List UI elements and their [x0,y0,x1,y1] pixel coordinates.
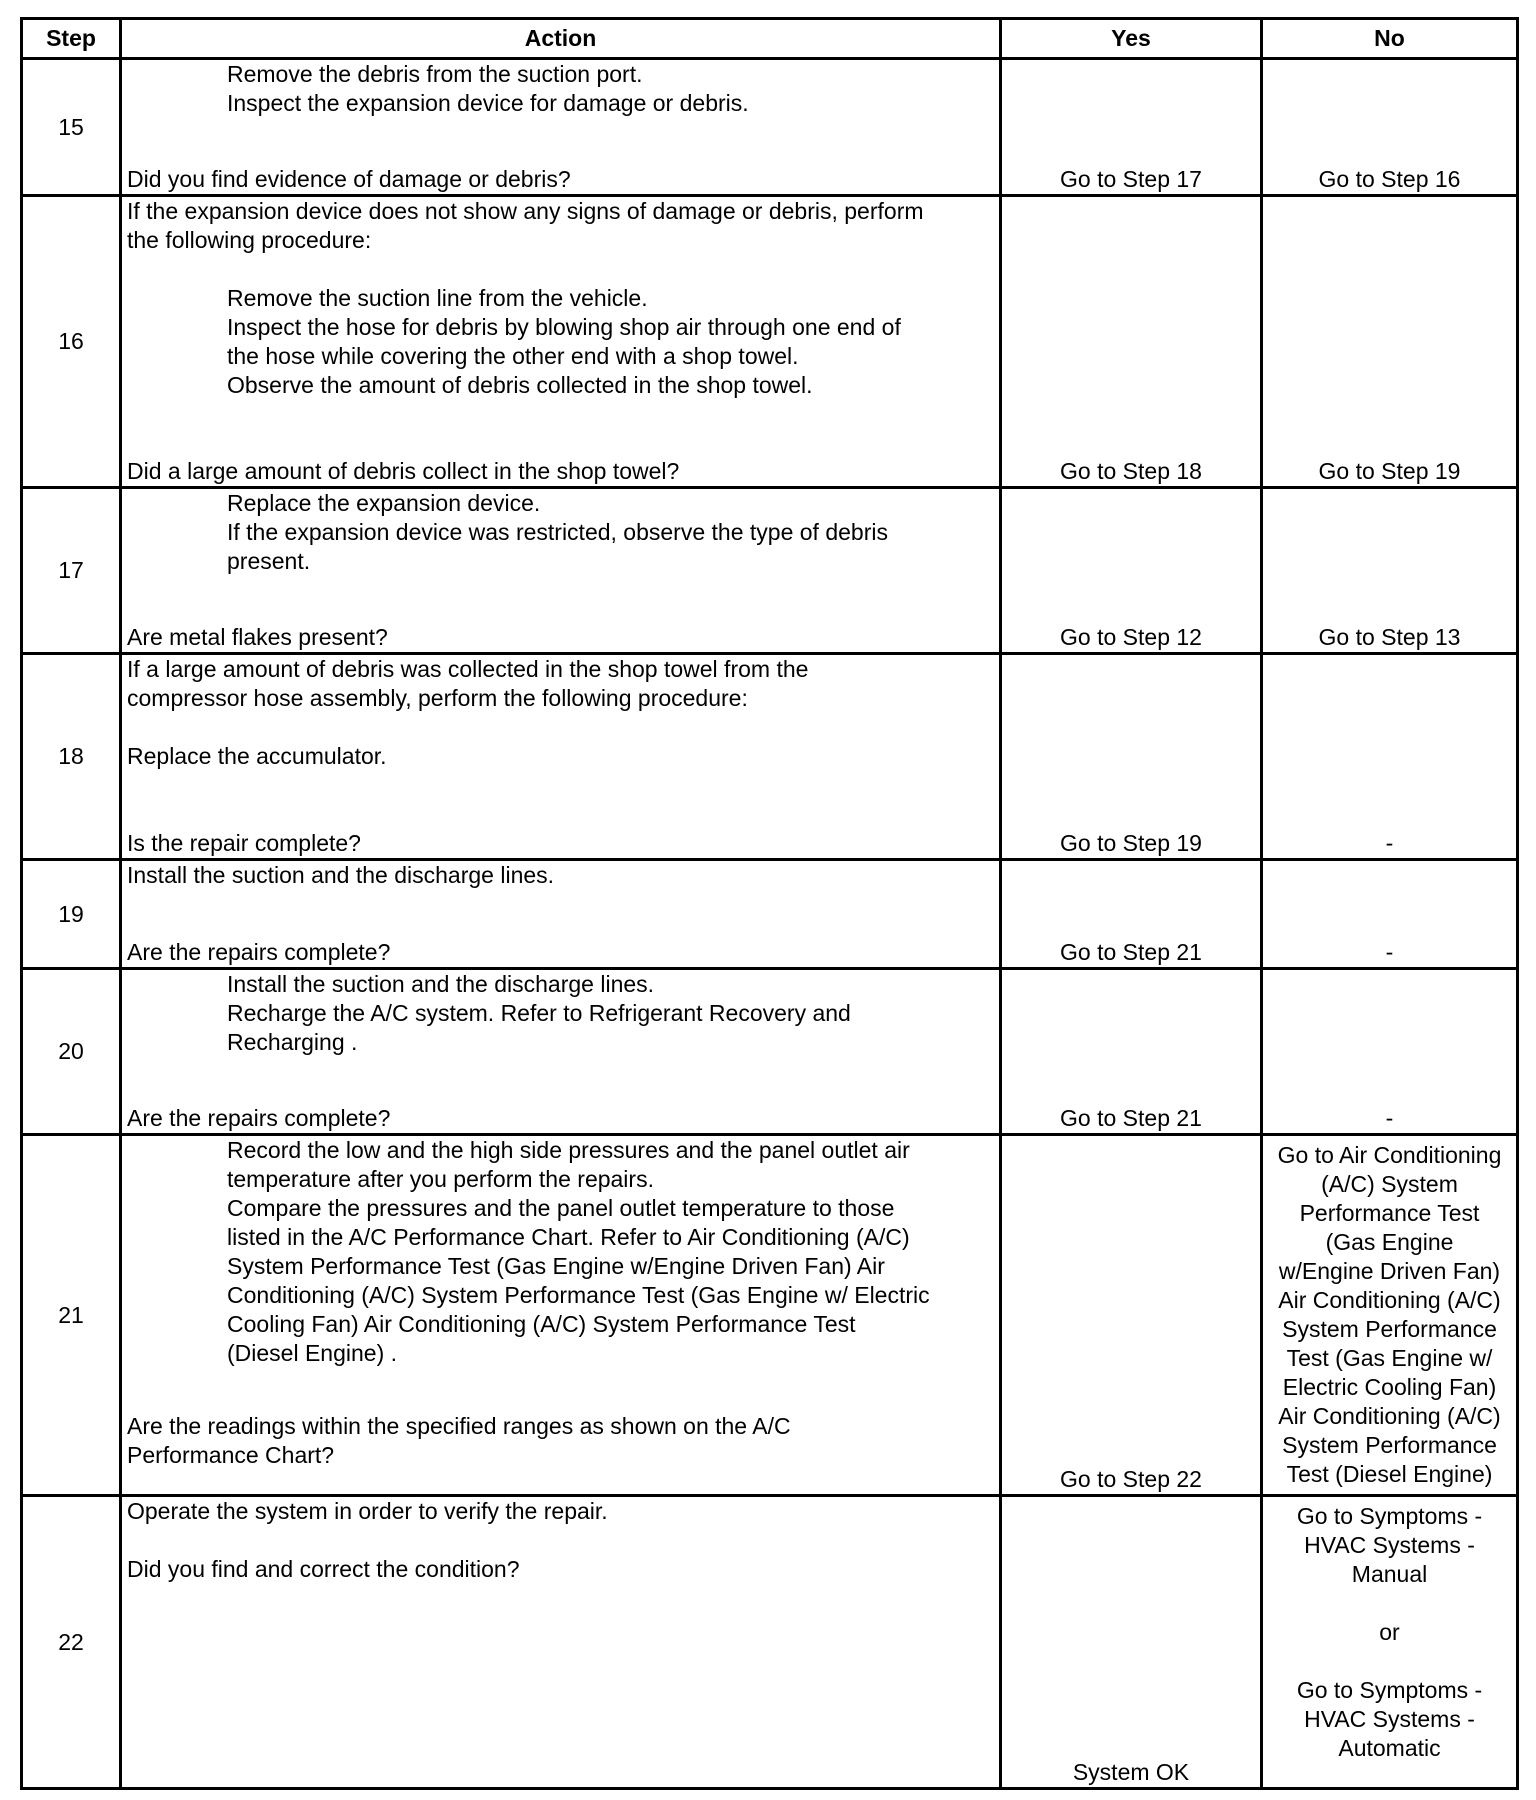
action-line: listed in the A/C Performance Chart. Refer to Air Conditioning (A/C) [227,1224,910,1250]
no-result: Go to Step 16 [1262,59,1518,196]
no-line: Go to Air Conditioning [1277,1142,1502,1168]
action-line: Observe the amount of debris collected in the shop towel. [227,372,813,398]
no-line: Electric Cooling Fan) [1282,1374,1497,1400]
step-row-16 [22,196,1518,488]
action-line: temperature after you perform the repairs. [227,1166,654,1192]
action-cell [121,59,1001,196]
no-line: Test (Diesel Engine) [1286,1461,1493,1487]
no-line: (Gas Engine [1325,1229,1454,1255]
step-row-22 [22,1496,1518,1789]
action-intro: If the expansion device does not show any signs of damage or debris, perform [127,198,924,224]
no-or: or [1379,1619,1400,1645]
no-line: HVAC Systems - [1304,1706,1475,1732]
no-line: System Performance [1282,1316,1497,1342]
yes-result: Go to Step 12 [1001,488,1262,654]
step-number: 22 [22,1496,121,1789]
action-line: Inspect the hose for debris by blowing shop air through one end of [227,314,901,340]
step-number: 17 [22,488,121,654]
action-line: If the expansion device was restricted, observe the type of debris [227,519,888,545]
yes-result: Go to Step 21 [1001,969,1262,1135]
no-line: (A/C) System [1321,1171,1458,1197]
action-line: Compare the pressures and the panel outlet temperature to those [227,1195,895,1221]
action-cell [121,1496,1001,1789]
action-cell [121,488,1001,654]
action-question: Did you find evidence of damage or debris? [127,166,571,192]
action-question: Are metal flakes present? [127,624,388,650]
action-line: Install the suction and the discharge lines. [227,971,655,997]
action-line: Recharging . [227,1029,358,1055]
action-line: Remove the suction line from the vehicle. [227,285,648,311]
step-row-15 [22,59,1518,196]
no-result [1262,1496,1518,1789]
header-yes: Yes [1001,19,1262,59]
yes-result: Go to Step 19 [1001,654,1262,860]
action-question: Are the repairs complete? [127,1105,391,1131]
no-line: System Performance [1282,1432,1497,1458]
yes-result: Go to Step 17 [1001,59,1262,196]
yes-result: System OK [1001,1496,1262,1789]
step-row-17 [22,488,1518,654]
action-cell [121,196,1001,488]
no-line: Automatic [1338,1735,1441,1761]
step-number: 19 [22,860,121,969]
action-line: the hose while covering the other end with a shop towel. [227,343,799,369]
step-number: 15 [22,59,121,196]
action-line: Record the low and the high side pressures and the panel outlet air [227,1137,910,1163]
header-action: Action [121,19,1001,59]
step-row-20 [22,969,1518,1135]
step-number: 18 [22,654,121,860]
action-cell [121,1135,1001,1496]
action-question: Are the readings within the specified ranges as shown on the A/C [127,1413,791,1439]
action-line: (Diesel Engine) . [227,1340,398,1366]
action-intro: If a large amount of debris was collected in the shop towel from the [127,656,809,682]
action-line: Inspect the expansion device for damage or debris. [227,90,749,116]
action-line: Cooling Fan) Air Conditioning (A/C) System Performance Test [227,1311,856,1337]
no-result: - [1262,860,1518,969]
step-number: 21 [22,1135,121,1496]
action-cell [121,860,1001,969]
action-line: Replace the expansion device. [227,490,541,516]
diagnostic-table [20,17,1519,1790]
step-number: 20 [22,969,121,1135]
no-result: - [1262,969,1518,1135]
header-row [22,19,1518,59]
no-line: w/Engine Driven Fan) [1278,1258,1501,1284]
no-line: Go to Symptoms - [1296,1677,1483,1703]
action-intro: compressor hose assembly, perform the following procedure: [127,685,748,711]
step-row-19 [22,860,1518,969]
step-row-21 [22,1135,1518,1496]
action-cell [121,969,1001,1135]
step-number: 16 [22,196,121,488]
action-question: Did you find and correct the condition? [127,1556,520,1582]
action-line: Remove the debris from the suction port. [227,61,643,87]
action-cell [121,654,1001,860]
no-line: Performance Test [1299,1200,1480,1226]
action-line: Recharge the A/C system. Refer to Refrigerant Recovery and [227,1000,851,1026]
yes-result: Go to Step 22 [1001,1135,1262,1496]
no-result: Go to Step 13 [1262,488,1518,654]
action-question: Did a large amount of debris collect in the shop towel? [127,458,680,484]
action-question: Are the repairs complete? [127,939,391,965]
no-result: - [1262,654,1518,860]
no-line: HVAC Systems - [1304,1532,1475,1558]
action-intro: Operate the system in order to verify the repair. [127,1498,608,1524]
action-question: Performance Chart? [127,1442,335,1468]
action-line: Replace the accumulator. [127,743,387,769]
yes-result: Go to Step 21 [1001,860,1262,969]
no-result: Go to Step 19 [1262,196,1518,488]
action-question: Is the repair complete? [127,830,361,856]
no-line: Go to Symptoms - [1296,1503,1483,1529]
no-line: Air Conditioning (A/C) [1278,1403,1501,1429]
action-line: present. [227,548,311,574]
action-intro: the following procedure: [127,227,372,253]
no-line: Manual [1351,1561,1428,1587]
yes-result: Go to Step 18 [1001,196,1262,488]
step-row-18 [22,654,1518,860]
no-result [1262,1135,1518,1496]
header-no: No [1262,19,1518,59]
no-line: Air Conditioning (A/C) [1278,1287,1501,1313]
no-line: Test (Gas Engine w/ [1286,1345,1493,1371]
action-line: Conditioning (A/C) System Performance Test (Gas Engine w/ Electric [227,1282,930,1308]
header-step: Step [22,19,121,59]
action-intro: Install the suction and the discharge lines. [127,862,555,888]
action-line: System Performance Test (Gas Engine w/Engine Driven Fan) Air [227,1253,885,1279]
